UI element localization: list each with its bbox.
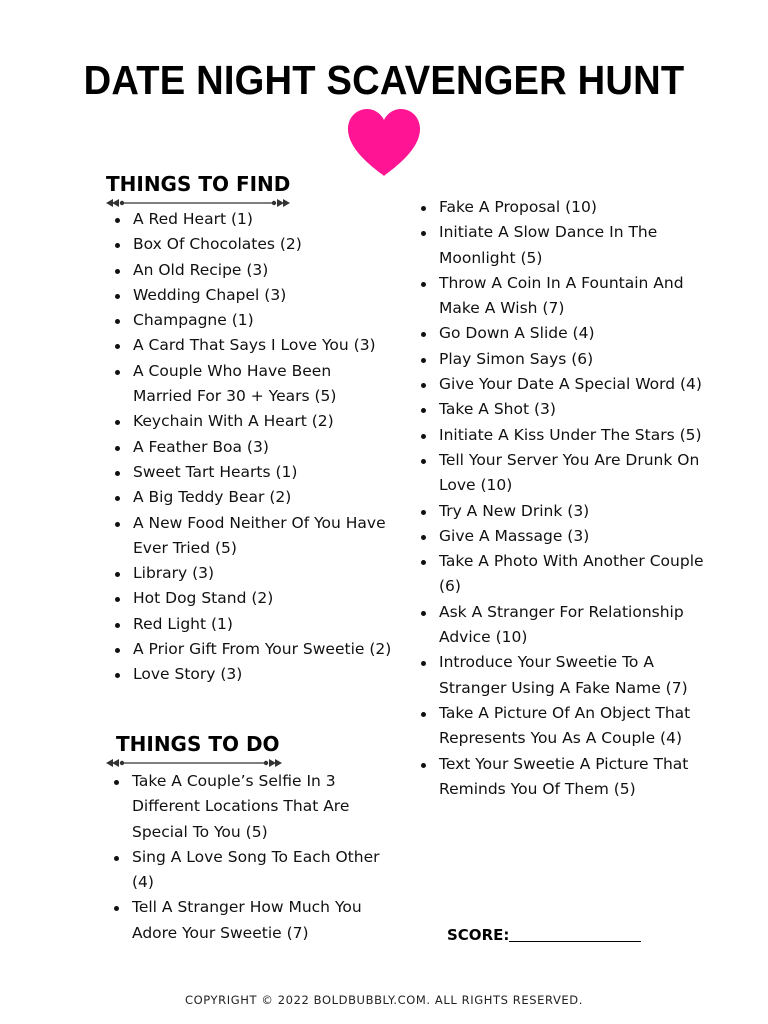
bullet-icon xyxy=(115,344,120,349)
list-item xyxy=(105,485,395,510)
list-item xyxy=(105,662,395,687)
bullet-icon xyxy=(114,780,119,785)
bullet-icon xyxy=(115,496,120,501)
list-item-label: Wedding Chapel (3) xyxy=(133,285,287,304)
page-title: DATE NIGHT SCAVENGER HUNT xyxy=(83,57,685,103)
list-item-label: Sing A Love Song To Each Other (4) xyxy=(132,847,380,892)
list-item xyxy=(411,372,711,397)
bullet-icon xyxy=(115,572,120,577)
list-item-label: Throw A Coin In A Fountain And Make A Wish (7) xyxy=(439,273,684,318)
list-item-label: Sweet Tart Hearts (1) xyxy=(133,462,298,481)
bullet-icon xyxy=(421,712,426,717)
bullet-icon xyxy=(115,471,120,476)
bullet-icon xyxy=(421,282,426,287)
list-item xyxy=(411,195,711,220)
bullet-icon xyxy=(115,269,120,274)
bullet-icon xyxy=(421,408,426,413)
list-item-label: Go Down A Slide (4) xyxy=(439,324,595,343)
arrow-divider xyxy=(106,757,282,769)
list-item-label: Initiate A Slow Dance In The Moonlight (5) xyxy=(439,223,658,267)
list-item-label: Play Simon Says (6) xyxy=(439,349,594,368)
list-item-label: Tell Your Server You Are Drunk On Love (10) xyxy=(439,450,700,495)
bullet-icon xyxy=(114,906,119,911)
bullet-icon xyxy=(115,597,120,602)
bullet-icon xyxy=(115,522,120,527)
bullet-icon xyxy=(421,510,426,515)
list-item xyxy=(411,600,711,651)
list-item xyxy=(105,409,395,434)
bullet-icon xyxy=(115,420,120,425)
bullet-icon xyxy=(421,332,426,337)
bullet-icon xyxy=(421,535,426,540)
list-item xyxy=(104,769,394,845)
list-item xyxy=(411,321,711,346)
list-item-label: A Red Heart (1) xyxy=(133,210,253,228)
list-item xyxy=(105,258,395,283)
list-item-label: A Prior Gift From Your Sweetie (2) xyxy=(133,640,392,659)
list-item xyxy=(411,397,711,422)
list-item-label: Library (3) xyxy=(133,564,215,583)
list-item-label: Love Story (3) xyxy=(133,665,243,684)
bullet-icon xyxy=(115,294,120,299)
list-item-label: Try A New Drink (3) xyxy=(439,501,590,520)
bullet-icon xyxy=(421,611,426,616)
list-item xyxy=(105,586,395,611)
list-item-label: Take A Photo With Another Couple (6) xyxy=(439,552,704,596)
list-item-label: Take A Couple’s Selfie In 3 Different Locations That Are Special To You (5) xyxy=(132,772,350,841)
bullet-icon xyxy=(421,661,426,666)
list-item xyxy=(105,460,395,485)
list-item xyxy=(105,333,395,358)
list-item xyxy=(411,549,711,600)
list-item-label: Keychain With A Heart (2) xyxy=(133,412,334,431)
things-to-do-list-continued xyxy=(411,195,711,802)
list-item-label: A Feather Boa (3) xyxy=(133,437,269,456)
list-item xyxy=(105,435,395,460)
bullet-icon xyxy=(115,370,120,375)
list-item xyxy=(411,499,711,524)
list-item xyxy=(411,220,711,271)
list-item xyxy=(411,524,711,549)
bullet-icon xyxy=(115,648,120,653)
list-item xyxy=(105,561,395,586)
list-item-label: Red Light (1) xyxy=(133,614,233,633)
list-item xyxy=(411,448,711,499)
list-item xyxy=(105,207,395,232)
things-to-find-list xyxy=(105,207,395,688)
heart-icon xyxy=(346,108,422,178)
bullet-icon xyxy=(421,358,426,363)
list-item-label: Box Of Chocolates (2) xyxy=(133,235,302,254)
list-item-label: A Big Teddy Bear (2) xyxy=(133,488,292,507)
list-item xyxy=(411,701,711,752)
list-item-label: Champagne (1) xyxy=(133,311,254,330)
list-item xyxy=(411,271,711,322)
score-label: SCORE: xyxy=(447,926,510,944)
list-item-label: Take A Shot (3) xyxy=(439,400,556,419)
list-item xyxy=(105,283,395,308)
bullet-icon xyxy=(115,218,120,223)
list-item-label: A New Food Neither Of You Have Ever Tried (5) xyxy=(133,513,386,557)
bullet-icon xyxy=(421,763,426,768)
things-to-do-list xyxy=(104,769,394,946)
list-item-label: A Couple Who Have Been Married For 30 + Years (5) xyxy=(133,361,337,406)
list-item xyxy=(104,845,394,896)
list-item-label: Initiate A Kiss Under The Stars (5) xyxy=(439,425,702,444)
list-item xyxy=(411,650,711,701)
bullet-icon xyxy=(421,560,426,565)
list-item-label: Hot Dog Stand (2) xyxy=(133,589,274,608)
list-item-label: Give Your Date A Special Word (4) xyxy=(439,375,702,394)
list-item-label: Fake A Proposal (10) xyxy=(439,198,597,216)
bullet-icon xyxy=(115,319,120,324)
bullet-icon xyxy=(115,446,120,451)
list-item xyxy=(105,232,395,257)
score-input-line xyxy=(509,941,641,942)
bullet-icon xyxy=(421,206,426,211)
bullet-icon xyxy=(115,623,120,628)
list-item xyxy=(105,359,395,410)
copyright-footer: COPYRIGHT © 2022 BOLDBUBBLY.COM. ALL RIGHTS RESERVED. xyxy=(184,993,583,1007)
list-item xyxy=(411,423,711,448)
list-item-label: Text Your Sweetie A Picture That Reminds You Of Them (5) xyxy=(439,754,689,798)
things-to-do-heading: THINGS TO DO xyxy=(116,732,280,756)
list-item xyxy=(411,347,711,372)
list-item-label: Take A Picture Of An Object That Represents You As A Couple (4) xyxy=(439,703,691,748)
bullet-icon xyxy=(421,231,426,236)
list-item xyxy=(104,895,394,946)
list-item-label: A Card That Says I Love You (3) xyxy=(133,336,376,355)
bullet-icon xyxy=(114,856,119,861)
list-item xyxy=(105,612,395,637)
bullet-icon xyxy=(421,459,426,464)
list-item xyxy=(105,308,395,333)
list-item xyxy=(105,511,395,562)
things-to-find-heading: THINGS TO FIND xyxy=(106,172,291,196)
list-item-label: Introduce Your Sweetie To A Stranger Using A Fake Name (7) xyxy=(439,653,688,697)
bullet-icon xyxy=(421,383,426,388)
list-item xyxy=(411,752,711,803)
list-item-label: An Old Recipe (3) xyxy=(133,260,269,279)
bullet-icon xyxy=(115,243,120,248)
list-item-label: Tell A Stranger How Much You Adore Your Sweetie (7) xyxy=(132,898,362,942)
list-item-label: Give A Massage (3) xyxy=(439,526,590,545)
bullet-icon xyxy=(115,673,120,678)
list-item-label: Ask A Stranger For Relationship Advice (10) xyxy=(439,602,684,647)
list-item xyxy=(105,637,395,662)
bullet-icon xyxy=(421,434,426,439)
